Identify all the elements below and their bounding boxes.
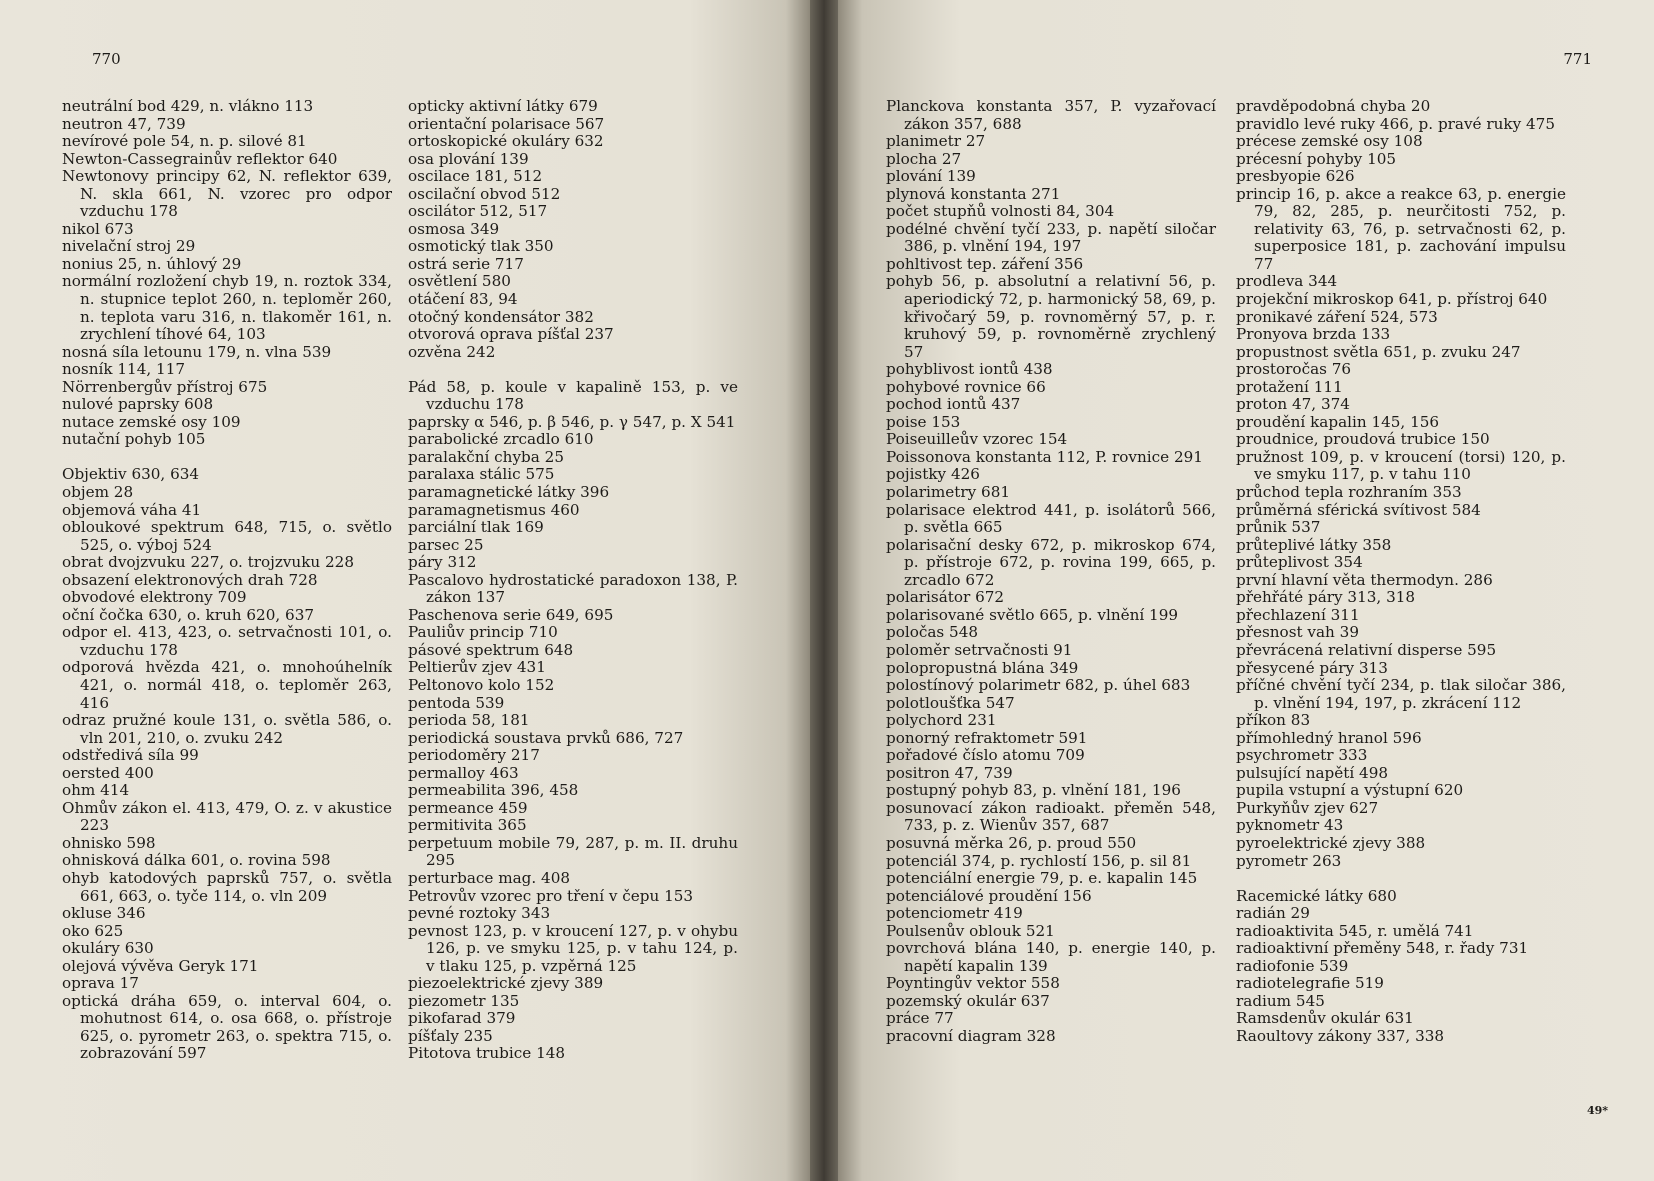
index-entry: pulsující napětí 498	[1236, 763, 1389, 782]
index-entry: okuláry 630	[62, 939, 154, 958]
index-entry: nosná síla letounu 179, n. vlna 539	[62, 342, 332, 361]
index-entry: pikofarad 379	[408, 1009, 516, 1028]
index-entry: perpetuum mobile 79, 287, p. m. II. druhu 295	[408, 833, 738, 870]
index-entry: parabolické zrcadlo 610	[408, 430, 594, 449]
index-entry: radiotelegrafie 519	[1236, 974, 1384, 993]
index-entry: pyknometr 43	[1236, 816, 1344, 835]
left-page	[0, 0, 810, 1181]
index-entry: parsec 25	[408, 535, 484, 554]
index-entry: paramagnetické látky 396	[408, 482, 610, 501]
index-entry: nikol 673	[62, 219, 134, 238]
index-entry: pojistky 426	[886, 465, 980, 484]
index-entry: práce 77	[886, 1009, 954, 1028]
index-entry: proton 47, 374	[1236, 395, 1350, 414]
index-entry: pronikavé záření 524, 573	[1236, 307, 1438, 326]
index-entry: polarimetry 681	[886, 483, 1011, 502]
index-entry: précese zemské osy 108	[1236, 132, 1423, 151]
index-entry: ozvěna 242	[408, 342, 496, 361]
index-entry: paralakční chyba 25	[408, 447, 564, 466]
index-entry: polotloušťka 547	[886, 693, 1015, 712]
index-entry: plynová konstanta 271	[886, 184, 1061, 203]
index-entry: ohm 414	[62, 781, 130, 800]
index-entry: povrchová blána 140, p. energie 140, p. napětí kapalin 139	[886, 939, 1216, 975]
index-entry: Newton-Cassegrainův reflektor 640	[62, 149, 338, 168]
index-entry: permeance 459	[408, 798, 528, 817]
index-entry: ohyb katodových paprsků 757, o. světla 661, 663, o. tyče 114, o. vln 209	[62, 869, 392, 905]
index-entry: nosník 114, 117	[62, 360, 186, 379]
index-entry: otvorová oprava píšťal 237	[408, 325, 614, 344]
section-gap	[62, 449, 392, 467]
index-entry: pevnost 123, p. v kroucení 127, p. v ohybu 126, p. ve smyku 125, p. v tahu 124, p. v tlaku 125, p. vzpěrná 125	[408, 921, 738, 975]
index-entry: Pauliův princip 710	[408, 623, 558, 642]
index-entry: prostoročas 76	[1236, 360, 1352, 379]
index-entry: Peltierův zjev 431	[408, 658, 546, 677]
index-entry: Pascalovo hydrostatické paradoxon 138, P. zákon 137	[408, 570, 738, 607]
index-entry: Ramsdenův okulár 631	[1236, 1009, 1414, 1028]
index-entry: piezoelektrické zjevy 389	[408, 974, 604, 993]
index-column-3	[886, 98, 1216, 1046]
index-entry: nivelační stroj 29	[62, 237, 196, 256]
index-entry: paralaxa stálic 575	[408, 465, 555, 484]
index-entry: polarisace elektrod 441, p. isolátorů 566, p. světla 665	[886, 500, 1216, 537]
index-entry: perioda 58, 181	[408, 711, 530, 730]
index-entry: perturbace mag. 408	[408, 869, 571, 888]
index-entry: permeabilita 396, 458	[408, 781, 579, 800]
index-entry: oko 625	[62, 921, 124, 940]
index-entry: parciální tlak 169	[408, 518, 544, 537]
signature-mark: 49*	[1586, 1104, 1608, 1117]
page-number-right: 771	[1563, 50, 1592, 68]
index-entry: nonius 25, n. úhlový 29	[62, 254, 242, 273]
index-entry: obrat dvojzvuku 227, o. trojzvuku 228	[62, 553, 354, 572]
index-entry: pohyb 56, p. absolutní a relativní 56, p. aperiodický 72, p. harmonický 58, 69, p. křivočarý 59, p. rovnoměrný 57, p. r. kruhový 59, p. rovnoměrně zrychlený 57	[886, 272, 1216, 361]
index-entry: paprsky α 546, p. β 546, p. γ 547, p. X 541	[408, 412, 736, 431]
index-entry: posuvná měrka 26, p. proud 550	[886, 833, 1137, 852]
index-entry: nulové paprsky 608	[62, 395, 214, 414]
index-entry: pracovní diagram 328	[886, 1026, 1056, 1045]
index-entry: polarisované světlo 665, p. vlnění 199	[886, 605, 1179, 624]
index-entry: příkon 83	[1236, 711, 1311, 730]
index-entry: pozemský okulár 637	[886, 991, 1050, 1010]
index-entry: oční čočka 630, o. kruh 620, 637	[62, 605, 315, 624]
index-entry: periodoměry 217	[408, 746, 540, 765]
index-entry: nutace zemské osy 109	[62, 412, 241, 431]
index-entry: pořadové číslo atomu 709	[886, 746, 1085, 765]
index-entry: osvětlení 580	[408, 272, 511, 291]
index-entry: nutační pohyb 105	[62, 430, 206, 449]
index-entry: pochod iontů 437	[886, 395, 1021, 414]
index-entry: osmotický tlak 350	[408, 237, 554, 256]
index-entry: propustnost světla 651, p. zvuku 247	[1236, 342, 1521, 361]
index-entry: ponorný refraktometr 591	[886, 728, 1088, 747]
index-entry: odraz pružné koule 131, o. světla 586, o. vln 201, 210, o. zvuku 242	[62, 711, 392, 747]
index-entry: Pronyova brzda 133	[1236, 325, 1391, 344]
index-entry: objemová váha 41	[62, 500, 202, 519]
index-entry: pyrometr 263	[1236, 851, 1342, 870]
index-entry: pravidlo levé ruky 466, p. pravé ruky 475	[1236, 114, 1556, 133]
index-entry: potenciálové proudění 156	[886, 886, 1092, 905]
index-entry: osa plování 139	[408, 149, 529, 168]
index-entry: pohyblivost iontů 438	[886, 360, 1053, 379]
index-entry: ortoskopické okuláry 632	[408, 132, 604, 151]
index-entry: podélné chvění tyčí 233, p. napětí siločar 386, p. vlnění 194, 197	[886, 219, 1216, 256]
index-entry: Pád 58, p. koule v kapalině 153, p. ve vzduchu 178	[408, 377, 738, 414]
index-entry: průnik 537	[1236, 518, 1321, 537]
index-entry: přímohledný hranol 596	[1236, 728, 1422, 747]
index-entry: radium 545	[1236, 991, 1325, 1010]
index-entry: prodleva 344	[1236, 272, 1338, 291]
index-entry: proudění kapalin 145, 156	[1236, 412, 1440, 431]
index-entry: nevírové pole 54, n. p. silové 81	[62, 132, 307, 151]
index-entry: neutrální bod 429, n. vlákno 113	[62, 97, 314, 115]
section-gap	[1236, 870, 1566, 888]
index-column-2	[408, 98, 738, 1063]
index-entry: Planckova konstanta 357, P. vyzařovací zákon 357, 688	[886, 97, 1216, 133]
index-entry: okluse 346	[62, 904, 146, 923]
index-entry: précesní pohyby 105	[1236, 149, 1397, 168]
index-entry: pevné roztoky 343	[408, 904, 551, 923]
index-entry: oersted 400	[62, 763, 154, 782]
index-entry: psychrometr 333	[1236, 746, 1368, 765]
index-entry: pupila vstupní a výstupní 620	[1236, 781, 1464, 800]
index-entry: paramagnetismus 460	[408, 500, 580, 519]
index-entry: piezometr 135	[408, 991, 520, 1010]
index-entry: opticky aktivní látky 679	[408, 97, 598, 115]
index-entry: počet stupňů volnosti 84, 304	[886, 202, 1115, 221]
index-entry: princip 16, p. akce a reakce 63, p. energie 79, 82, 285, p. neurčitosti 752, p. relativity 63, 76, p. setrvačnosti 62, p. superposice 181, p. zachování impulsu 77	[1236, 184, 1566, 273]
index-entry: proudnice, proudová trubice 150	[1236, 430, 1490, 449]
index-entry: permitivita 365	[408, 816, 527, 835]
index-entry: neutron 47, 739	[62, 114, 186, 133]
index-entry: odpor el. 413, 423, o. setrvačnosti 101, o. vzduchu 178	[62, 623, 392, 659]
index-entry: Objektiv 630, 634	[62, 465, 200, 484]
index-entry: Pitotova trubice 148	[408, 1044, 566, 1063]
index-entry: olejová vývěva Geryk 171	[62, 956, 259, 975]
index-entry: optická dráha 659, o. interval 604, o. mohutnost 614, o. osa 668, o. přístroje 625, o. pyrometr 263, o. spektra 715, o. zobrazování 597	[62, 991, 392, 1063]
index-entry: páry 312	[408, 553, 477, 572]
index-entry: Racemické látky 680	[1236, 886, 1397, 905]
index-entry: oscilátor 512, 517	[408, 202, 548, 221]
index-entry: přesnost vah 39	[1236, 623, 1359, 642]
index-entry: průteplivost 354	[1236, 553, 1363, 572]
index-entry: otočný kondensátor 382	[408, 307, 594, 326]
index-column-1	[62, 98, 392, 1063]
index-entry: potenciometr 419	[886, 904, 1023, 923]
index-entry: ostrá serie 717	[408, 254, 524, 273]
index-entry: radián 29	[1236, 904, 1310, 923]
index-entry: polychord 231	[886, 711, 997, 730]
index-entry: Poulsenův oblouk 521	[886, 921, 1055, 940]
index-entry: positron 47, 739	[886, 763, 1013, 782]
index-entry: radioaktivní přeměny 548, r. řady 731	[1236, 939, 1529, 958]
index-entry: polostínový polarimetr 682, p. úhel 683	[886, 676, 1191, 695]
index-entry: potenciál 374, p. rychlostí 156, p. sil 81	[886, 851, 1192, 870]
index-entry: plování 139	[886, 167, 976, 186]
right-page	[838, 0, 1654, 1181]
index-entry: ohnisková dálka 601, o. rovina 598	[62, 851, 331, 870]
index-entry: přesycené páry 313	[1236, 658, 1388, 677]
index-entry: obvodové elektrony 709	[62, 588, 247, 607]
index-entry: pohybové rovnice 66	[886, 377, 1046, 396]
index-entry: potenciální energie 79, p. e. kapalin 145	[886, 869, 1198, 888]
index-entry: průchod tepla rozhraním 353	[1236, 483, 1462, 502]
index-entry: polopropustná blána 349	[886, 658, 1079, 677]
page-number-left: 770	[92, 50, 121, 68]
index-entry: Raoultovy zákony 337, 338	[1236, 1026, 1445, 1045]
index-entry: pohltivost tep. záření 356	[886, 254, 1084, 273]
index-entry: píšťaly 235	[408, 1026, 493, 1045]
index-entry: průměrná sférická svítivost 584	[1236, 500, 1481, 519]
index-entry: příčné chvění tyčí 234, p. tlak siločar 386, p. vlnění 194, 197, p. zkrácení 112	[1236, 676, 1566, 712]
index-entry: Peltonovo kolo 152	[408, 676, 555, 694]
index-entry: presbyopie 626	[1236, 167, 1355, 186]
index-entry: posunovací zákon radioakt. přeměn 548, 733, p. z. Wienův 357, 687	[886, 798, 1216, 835]
index-entry: permalloy 463	[408, 763, 519, 782]
index-entry: planimetr 27	[886, 132, 986, 151]
index-entry: polarisátor 672	[886, 588, 1005, 607]
index-entry: normální rozložení chyb 19, n. roztok 334, n. stupnice teplot 260, n. teploměr 260, n. teplota varu 316, n. tlakoměr 161, n. zrychlení tíhové 64, 103	[62, 272, 392, 344]
index-entry: otáčení 83, 94	[408, 290, 518, 309]
index-entry: projekční mikroskop 641, p. přístroj 640	[1236, 290, 1548, 309]
index-entry: oprava 17	[62, 974, 139, 993]
index-entry: Nörrenbergův přístroj 675	[62, 377, 268, 396]
index-entry: orientační polarisace 567	[408, 114, 605, 133]
index-entry: protažení 111	[1236, 377, 1343, 396]
index-entry: Purkyňův zjev 627	[1236, 798, 1379, 817]
index-entry: periodická soustava prvků 686, 727	[408, 728, 684, 747]
index-entry: pentoda 539	[408, 693, 505, 712]
index-entry: poločas 548	[886, 623, 979, 642]
index-entry: Petrovův vzorec pro tření v čepu 153	[408, 886, 694, 905]
index-entry: odstředivá síla 99	[62, 746, 199, 765]
index-entry: radioaktivita 545, r. umělá 741	[1236, 921, 1474, 940]
index-entry: pravděpodobná chyba 20	[1236, 97, 1431, 115]
index-entry: poise 153	[886, 412, 961, 431]
index-entry: oscilace 181, 512	[408, 167, 543, 186]
index-entry: postupný pohyb 83, p. vlnění 181, 196	[886, 781, 1181, 800]
index-entry: první hlavní věta thermodyn. 286	[1236, 570, 1493, 589]
index-entry: Ohmův zákon el. 413, 479, O. z. v akustice 223	[62, 798, 392, 835]
index-entry: Newtonovy principy 62, N. reflektor 639, N. skla 661, N. vzorec pro odpor vzduchu 178	[62, 167, 392, 221]
index-entry: průteplivé látky 358	[1236, 535, 1392, 554]
book-gutter	[810, 0, 838, 1181]
index-entry: Poyntingův vektor 558	[886, 974, 1060, 993]
index-entry: Poissonova konstanta 112, P. rovnice 291	[886, 447, 1203, 466]
index-entry: obsazení elektronových drah 728	[62, 570, 318, 589]
index-entry: odporová hvězda 421, o. mnohoúhelník 421, o. normál 418, o. teploměr 263, 416	[62, 658, 392, 712]
index-entry: oscilační obvod 512	[408, 184, 561, 203]
index-entry: přehřáté páry 313, 318	[1236, 588, 1416, 607]
index-entry: pružnost 109, p. v kroucení (torsi) 120, p. ve smyku 117, p. v tahu 110	[1236, 447, 1566, 484]
section-gap	[408, 361, 738, 379]
index-column-4	[1236, 98, 1566, 1045]
index-entry: Paschenova serie 649, 695	[408, 605, 614, 624]
index-entry: pyroelektrické zjevy 388	[1236, 833, 1426, 852]
index-entry: přechlazení 311	[1236, 605, 1360, 624]
index-entry: obloukové spektrum 648, 715, o. světlo 525, o. výboj 524	[62, 518, 392, 554]
index-entry: plocha 27	[886, 149, 962, 168]
index-entry: osmosa 349	[408, 219, 500, 238]
index-entry: ohnisko 598	[62, 833, 156, 852]
index-entry: poloměr setrvačnosti 91	[886, 640, 1073, 659]
index-entry: převrácená relativní disperse 595	[1236, 640, 1497, 659]
index-entry: polarisační desky 672, p. mikroskop 674, p. přístroje 672, p. rovina 199, 665, p. zrcadlo 672	[886, 535, 1216, 589]
index-entry: Poiseuilleův vzorec 154	[886, 430, 1068, 449]
index-entry: objem 28	[62, 482, 134, 501]
index-entry: pásové spektrum 648	[408, 640, 574, 659]
index-entry: radiofonie 539	[1236, 956, 1349, 975]
